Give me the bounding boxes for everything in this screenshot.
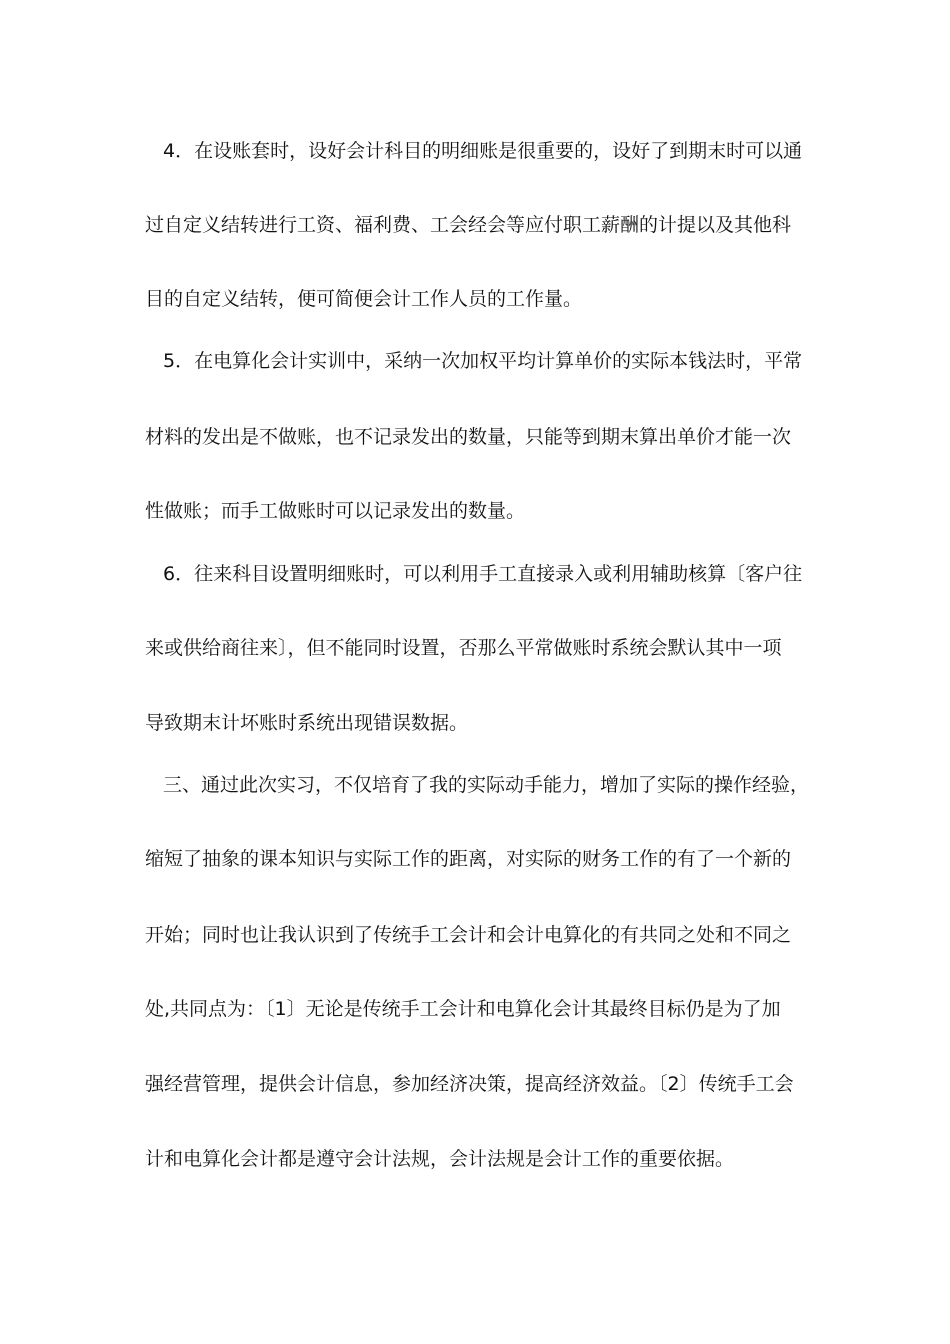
- paragraph-6-line-3: 导致期末计坏账时系统出现错误数据。: [145, 712, 469, 734]
- section-3-line-6: 计和电算化会计都是遵守会计法规，会计法规是会计工作的重要依据。: [145, 1148, 735, 1170]
- paragraph-6-line-1: 6．往来科目设置明细账时，可以利用手工直接录入或利用辅助核算〔客户往: [163, 563, 803, 585]
- paragraph-5-line-1: 5．在电算化会计实训中，采纳一次加权平均计算单价的实际本钱法时，平常: [163, 350, 803, 372]
- paragraph-5-line-3: 性做账；而手工做账时可以记录发出的数量。: [145, 500, 526, 522]
- section-3-line-5: 强经营管理，提供会计信息，参加经济决策，提高经济效益。〔2〕传统手工会: [145, 1073, 794, 1095]
- paragraph-5-line-2: 材料的发出是不做账，也不记录发出的数量，只能等到期末算出单价才能一次: [145, 426, 792, 448]
- section-3-line-2: 缩短了抽象的课本知识与实际工作的距离，对实际的财务工作的有了一个新的: [145, 848, 792, 870]
- paragraph-4-line-1: 4．在设账套时，设好会计科目的明细账是很重要的，设好了到期末时可以通: [163, 140, 803, 162]
- paragraph-4-line-3: 目的自定义结转，便可简便会计工作人员的工作量。: [145, 288, 583, 310]
- paragraph-6-line-2: 来或供给商往来〕，但不能同时设置，否那么平常做账时系统会默认其中一项: [145, 637, 782, 659]
- section-3-line-1: 三、通过此次实习，不仅培育了我的实际动手能力，增加了实际的操作经验，: [163, 774, 810, 796]
- section-3-line-3: 开始；同时也让我认识到了传统手工会计和会计电算化的有共同之处和不同之: [145, 924, 792, 946]
- paragraph-4-line-2: 过自定义结转进行工资、福利费、工会经会等应付职工薪酬的计提以及其他科: [145, 214, 792, 236]
- section-3-line-4: 处,共同点为：〔1〕无论是传统手工会计和电算化会计其最终目标仍是为了加: [145, 998, 781, 1020]
